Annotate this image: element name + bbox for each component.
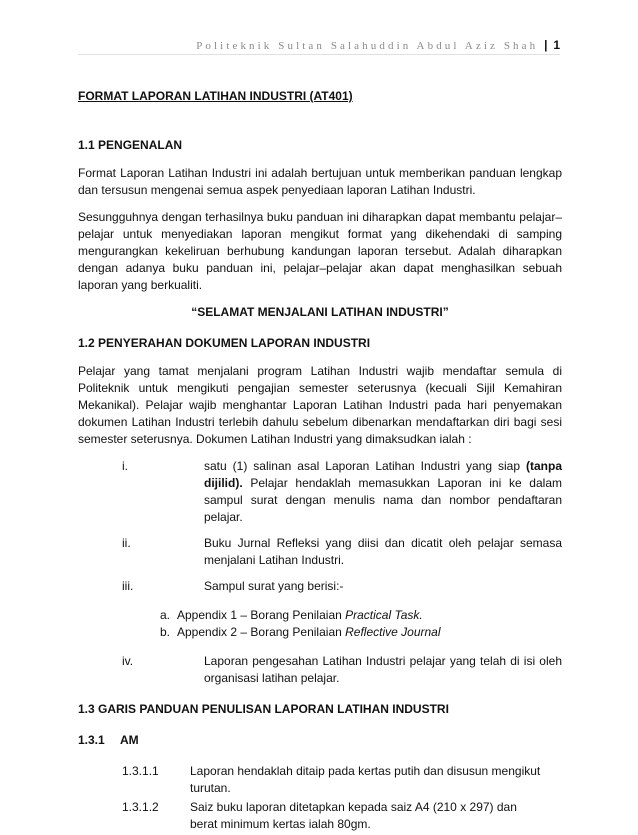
list-item	[78, 535, 562, 569]
sub-list-item: b. Appendix 2 – Borang Penilaian Reflective Journal	[160, 625, 441, 639]
paragraph: Pelajar yang tamat menjalani program Latihan Industri wajib mendaftar semula di Politeknik untuk mengikuti pengajian semester seterusnya (kecuali Sijil Kemahiran Mekanikal). Pelajar wajib menghantar Laporan Latihan Industri pada hari penyemakan dokumen Latihan Industri terlebih dahulu sebelum dibenarkan mendaftarkan diri bagi sesi semester seterusnya. Dokumen Latihan Industri yang dimaksudkan ialah :	[78, 364, 562, 446]
section-heading-penyerahan: 1.2 PENYERAHAN DOKUMEN LAPORAN INDUSTRI	[78, 336, 371, 350]
document-title: FORMAT LAPORAN LATIHAN INDUSTRI (AT401)	[78, 89, 353, 103]
list-item-text: Sampul surat yang berisi:-	[204, 579, 344, 593]
guideline-item: 1.3.1.2 Saiz buku laporan ditetapkan kepada saiz A4 (210 x 297) dan berat minimum kertas ialah 80gm.	[122, 800, 517, 831]
list-item-text: Buku Jurnal Refleksi yang diisi dan dicatit oleh pelajar semasa menjalani Latihan Industri.	[204, 536, 562, 567]
section-heading-garis-panduan: 1.3 GARIS PANDUAN PENULISAN LAPORAN LATIHAN INDUSTRI	[78, 702, 449, 716]
list-item-text: Laporan pengesahan Latihan Industri pelajar yang telah di isi oleh organisasi latihan pelajar.	[204, 654, 562, 685]
sub-list	[160, 607, 562, 641]
list-item-number: iv.	[122, 654, 134, 668]
subsection-heading-am: 1.3.1 AM	[78, 733, 139, 747]
header-divider	[78, 54, 560, 55]
section-heading-pengenalan: 1.1 PENGENALAN	[78, 138, 183, 152]
guideline-item: 1.3.1.1 Laporan hendaklah ditaip pada kertas putih dan disusun mengikut turutan.	[122, 764, 541, 795]
sub-list-item: a. Appendix 1 – Borang Penilaian Practical Task.	[160, 608, 423, 622]
list-item	[78, 458, 562, 526]
paragraph: Format Laporan Latihan Industri ini adalah bertujuan untuk memberikan panduan lengkap dan tersusun mengenai semua aspek penyediaan laporan Latihan Industri.	[78, 166, 562, 197]
list-item-number: i.	[122, 459, 128, 473]
list-item-text: satu (1) salinan asal Laporan Latihan Industri yang siap (tanpa dijilid). Pelajar hendaklah memasukkan Laporan ini ke dalam sampul surat dengan menulis nama dan nombor pendaftaran pelajar.	[204, 459, 562, 524]
list-item-number: iii.	[122, 579, 134, 593]
list-item-number: ii.	[122, 536, 131, 550]
slogan: “SELAMAT MENJALANI LATIHAN INDUSTRI”	[191, 305, 449, 319]
document-list	[78, 458, 562, 687]
header-separator: |	[544, 38, 548, 52]
list-item	[78, 653, 562, 687]
list-item	[78, 578, 562, 595]
header-institution: Politeknik Sultan Salahuddin Abdul Aziz Shah	[196, 40, 539, 52]
document-body	[78, 88, 562, 835]
paragraph: Sesungguhnya dengan terhasilnya buku panduan ini diharapkan dapat membantu pelajar–pelajar untuk menyediakan laporan mengikut format yang dikehendaki di samping mengurangkan kekeliruan berhubung kandungan laporan tersebut. Adalah diharapkan dengan adanya buku panduan ini, pelajar–pelajar akan dapat menghasilkan sebuah laporan yang berkualiti.	[78, 210, 562, 292]
page-number: 1	[553, 38, 560, 52]
page-header	[196, 38, 560, 52]
